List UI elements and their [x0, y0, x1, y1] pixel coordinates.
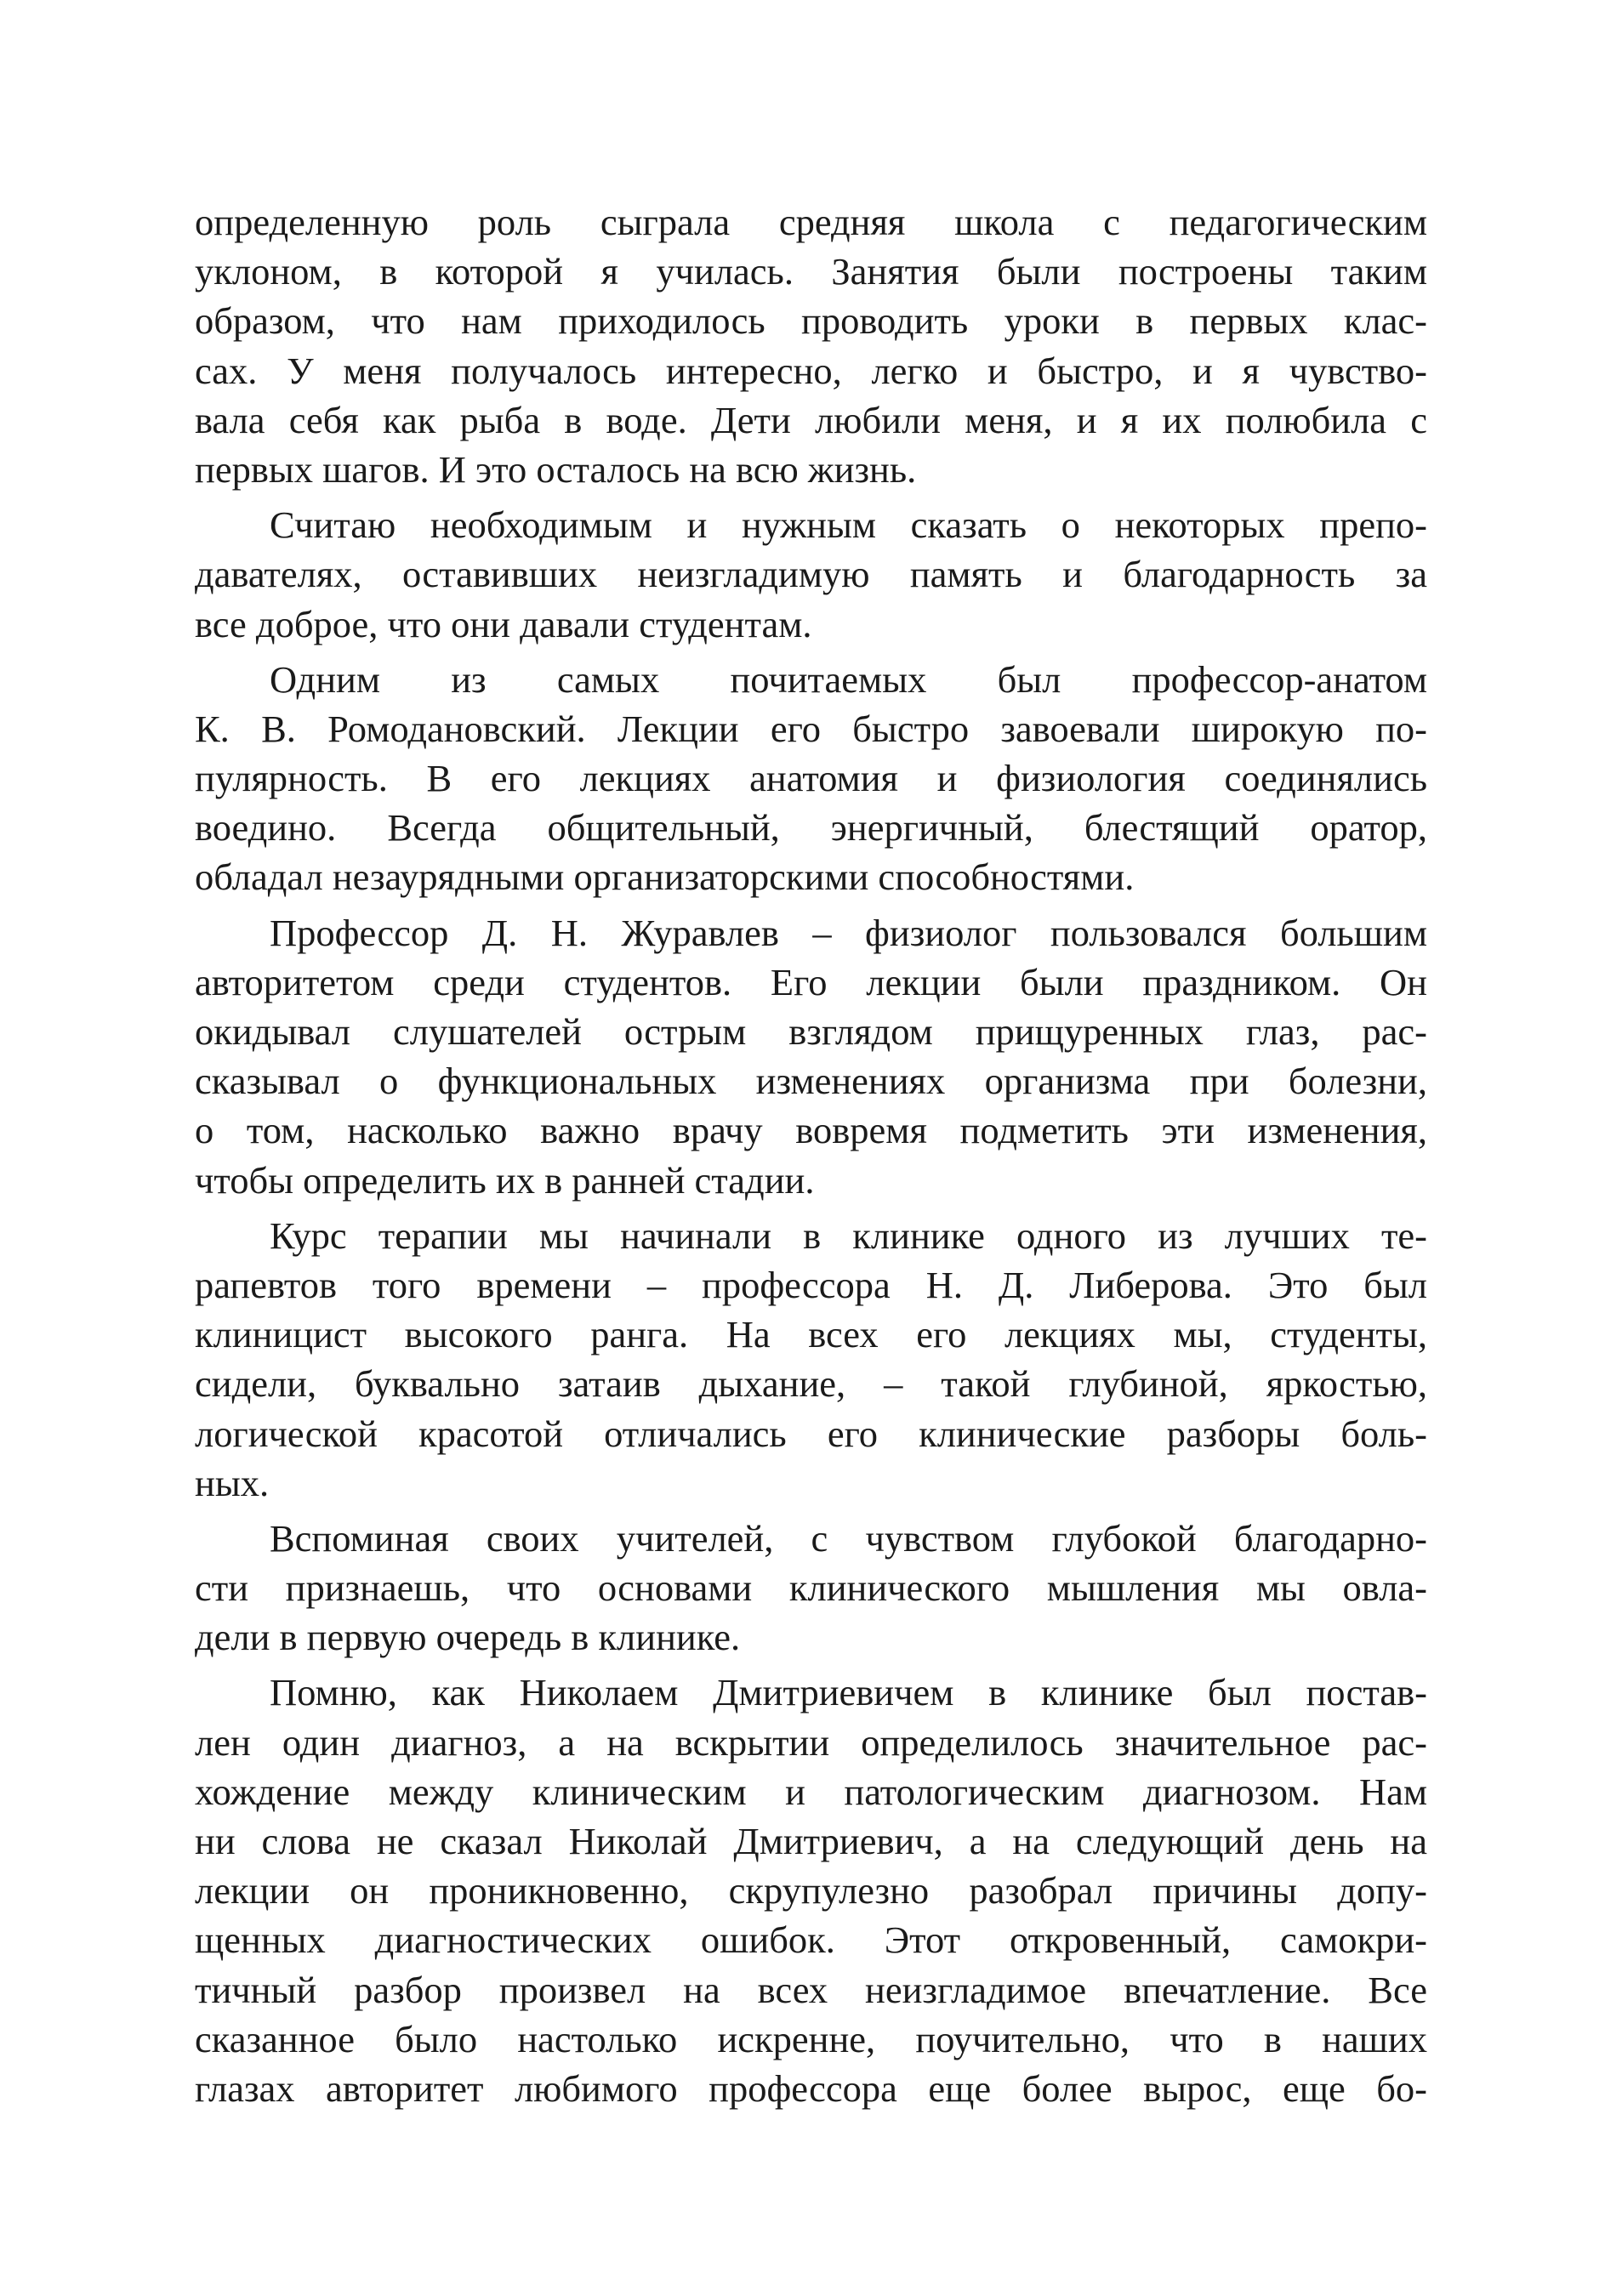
text-line: окидывал слушателей острым взглядом прищуренных глаз, рас-: [195, 1010, 1427, 1053]
text-line: все доброе, что они давали студентам.: [195, 602, 812, 645]
text-line: чтобы определить их в ранней стадии.: [195, 1158, 815, 1202]
paragraph: [195, 1514, 1427, 1662]
text-line: авторитетом среди студентов. Его лекции были праздником. Он: [195, 960, 1427, 1003]
body-text: [195, 197, 1427, 2113]
text-line: давателях, оставивших неизгладимую память и благодарность за: [195, 553, 1427, 596]
text-line: глазах авторитет любимого профессора еще более вырос, еще бо-: [195, 2066, 1427, 2110]
paragraph: [195, 1211, 1427, 1508]
text-line: логической красотой отличались его клинические разборы боль-: [195, 1412, 1427, 1455]
paragraph-gap: [195, 1662, 1427, 1668]
text-line: дели в первую очередь в клинике.: [195, 1616, 741, 1659]
paragraph-gap: [195, 902, 1427, 908]
text-line: пулярность. В его лекциях анатомия и физиология соединялись: [195, 757, 1427, 800]
paragraph: [195, 655, 1427, 902]
text-line: воедино. Всегда общительный, энергичный, блестящий оратор,: [195, 806, 1427, 850]
text-line: Считаю необходимым и нужным сказать о некоторых препо-: [270, 503, 1427, 547]
text-line: первых шагов. И это осталось на всю жизнь.: [195, 447, 917, 491]
paragraph-gap: [195, 649, 1427, 655]
text-line: определенную роль сыграла средняя школа с педагогическим: [195, 201, 1427, 243]
text-line: вала себя как рыба в воде. Дети любили меня, и я их полюбила с: [195, 398, 1427, 441]
text-line: обладал незаурядными организаторскими способностями.: [195, 855, 1135, 899]
text-line: лекции он проникновенно, скрупулезно разобрал причины допу-: [195, 1869, 1427, 1912]
text-line: ни слова не сказал Николай Дмитриевич, а на следующий день на: [195, 1820, 1427, 1862]
text-line: хождение между клиническим и патологическим диагнозом. Нам: [195, 1770, 1427, 1813]
text-line: щенных диагностических ошибок. Этот откровенный, самокри-: [195, 1918, 1427, 1962]
text-line: Вспоминая своих учителей, с чувством глубокой благодарно-: [270, 1516, 1427, 1560]
paragraph-gap: [195, 1508, 1427, 1514]
paragraph: [195, 197, 1427, 494]
text-line: сидели, буквально затаив дыхание, – такой глубиной, яркостью,: [195, 1362, 1427, 1406]
paragraph-gap: [195, 494, 1427, 500]
text-line: образом, что нам приходилось проводить уроки в первых клас-: [195, 299, 1427, 343]
text-line: уклоном, в которой я училась. Занятия были построены таким: [195, 250, 1427, 293]
paragraph: [195, 500, 1427, 649]
text-line: сказанное было настолько искренне, поучительно, что в наших: [195, 2017, 1427, 2060]
text-line: Помню, как Николаем Дмитриевичем в клинике был постав-: [270, 1671, 1427, 1714]
text-line: сах. У меня получалось интересно, легко и быстро, и я чувство-: [195, 349, 1427, 392]
text-line: тичный разбор произвел на всех неизгладимое впечатление. Все: [195, 1968, 1427, 2011]
text-line: сти признаешь, что основами клинического мышления мы овла-: [195, 1566, 1427, 1610]
text-line: о том, насколько важно врачу вовремя подметить эти изменения,: [195, 1109, 1427, 1152]
paragraph: [195, 1668, 1427, 2113]
text-line: рапевтов того времени – профессора Н. Д. Либерова. Это был: [195, 1263, 1427, 1306]
text-line: Курс терапии мы начинали в клинике одного из лучших те-: [270, 1213, 1427, 1257]
text-line: лен один диагноз, а на вскрытии определилось значительное рас-: [195, 1720, 1427, 1764]
text-line: сказывал о функциональных изменениях организма при болезни,: [195, 1060, 1427, 1103]
paragraph-gap: [195, 1205, 1427, 1211]
text-line: Профессор Д. Н. Журавлев – физиолог пользовался большим: [270, 911, 1427, 954]
text-line: К. В. Ромодановский. Лекции его быстро завоевали широкую по-: [195, 707, 1427, 750]
text-line: ных.: [195, 1461, 270, 1504]
text-line: Одним из самых почитаемых был профессор-анатом: [270, 657, 1427, 701]
text-line: клиницист высокого ранга. На всех его лекциях мы, студенты,: [195, 1313, 1427, 1356]
paragraph: [195, 908, 1427, 1205]
